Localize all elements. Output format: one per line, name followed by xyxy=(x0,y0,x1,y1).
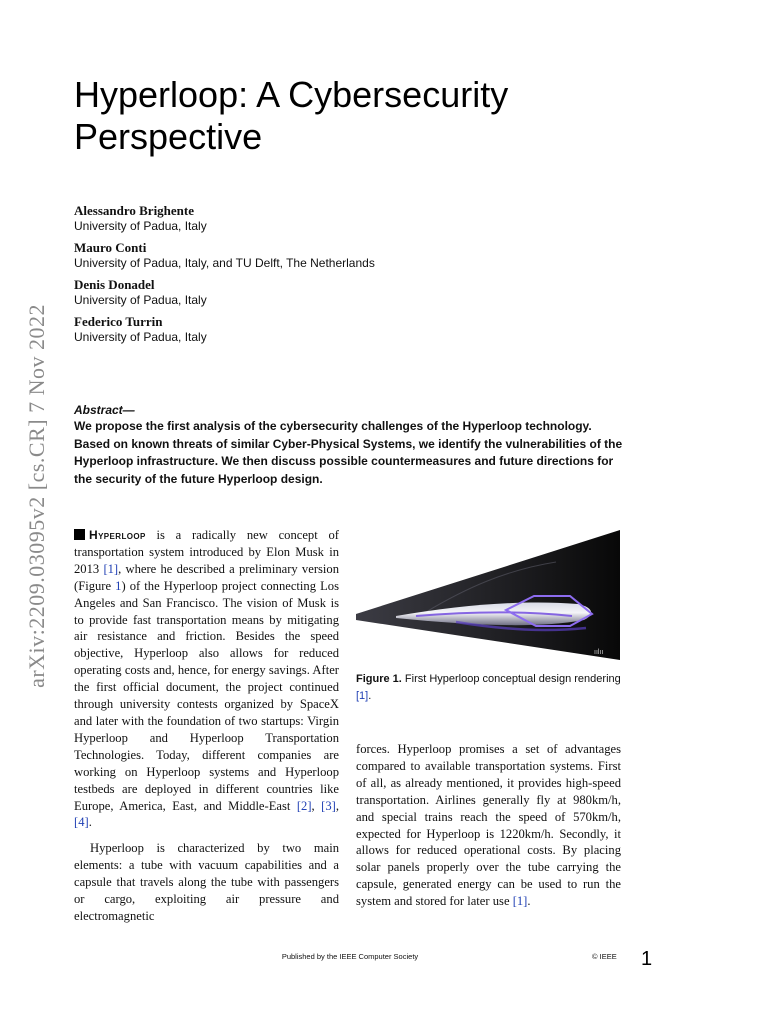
lead-word: Hyperloop xyxy=(89,528,146,542)
hyperloop-rendering-image xyxy=(356,530,620,660)
author-list xyxy=(74,203,674,351)
figure-link[interactable]: 1 xyxy=(115,578,122,593)
footer-copyright: © IEEE xyxy=(592,952,617,961)
figure-label: Figure 1. xyxy=(356,673,402,685)
footer-publisher: Published by the IEEE Computer Society xyxy=(281,952,419,961)
body-column-left xyxy=(74,527,339,925)
author-entry xyxy=(74,240,674,271)
author-entry xyxy=(74,277,674,308)
citation-link[interactable]: [1] xyxy=(356,689,369,702)
text-run: . xyxy=(368,689,372,702)
author-affiliation: University of Padua, Italy xyxy=(74,293,207,307)
svg-text:ıılıı: ıılıı xyxy=(594,649,604,656)
abstract-heading: Abstract— xyxy=(74,403,135,417)
text-run: . xyxy=(527,894,531,909)
citation-link[interactable]: [3] xyxy=(321,798,336,813)
text-run: , xyxy=(335,798,339,813)
author-affiliation: University of Padua, Italy, and TU Delft, The Netherlands xyxy=(74,256,375,270)
body-paragraph: Hyperloop is characterized by two main elements: a tube with vacuum capabilities and a capsule that travels along the tube with passengers or cargo, exploiting air pressure and electromagnetic xyxy=(74,841,339,923)
intro-paragraph xyxy=(74,527,339,831)
author-affiliation: University of Padua, Italy xyxy=(74,330,207,344)
figure-caption xyxy=(356,671,622,704)
citation-link[interactable]: [1] xyxy=(103,561,119,576)
author-name: Federico Turrin xyxy=(74,314,163,329)
text-run: , where he described a preliminary version (Figure xyxy=(74,561,340,593)
author-name: Alessandro Brighente xyxy=(74,203,195,218)
arxiv-sidebar xyxy=(22,272,52,720)
section-marker-square xyxy=(74,529,85,540)
page-number: 1 xyxy=(641,948,653,970)
author-entry xyxy=(74,203,674,234)
citation-link[interactable]: [4] xyxy=(74,815,89,830)
body-paragraph xyxy=(356,741,621,910)
abstract-text: We propose the first analysis of the cybersecurity challenges of the Hyperloop technology. Based on known threats of similar Cyber-Physical Systems, we identify the vulnerabilities of the Hyperloop infrastructure. We then discuss possible countermeasures and future directions for the security of the future Hyperloop design. xyxy=(74,419,623,486)
text-run: is a radically new concept of transportation system introduced by Elon Musk in 2013 xyxy=(74,528,339,576)
text-run: . xyxy=(88,815,92,830)
paper-title: Hyperloop: A Cybersecurity Perspective xyxy=(74,74,509,157)
citation-link[interactable]: [2] xyxy=(296,798,312,813)
author-entry xyxy=(74,314,674,345)
text-run: , xyxy=(311,798,322,813)
text-run: ) of the Hyperloop project connecting Los Angeles and San Francisco. The vision of Musk is to provide fast transportation means by mitigating air resistance and friction. Besides the speed objective, Hyperloop also allows for reduced operating costs and, hence, for energy savings. After the first official document, the project continued through university contests organized by SpaceX and later with the foundation of two startups: Virgin Hyperloop and Hyperloop Transportation Technologies. Today, different companies are working on Hyperloop systems and Hyperloop testbeds are deployed in different countries like Europe, America, East, and Middle-East xyxy=(74,578,339,813)
arxiv-id-stamp: arXiv:2209.03095v2 [cs.CR] 7 Nov 2022 xyxy=(24,304,49,688)
figure-caption-text: First Hyperloop conceptual design rendering xyxy=(401,673,621,685)
author-affiliation: University of Padua, Italy xyxy=(74,219,207,233)
abstract xyxy=(74,402,626,488)
body-column-right xyxy=(356,741,621,910)
author-name: Mauro Conti xyxy=(74,240,147,255)
citation-link[interactable]: [1] xyxy=(512,894,528,909)
text-run: forces. Hyperloop promises a set of advantages compared to available transportation systems. First of all, as already mentioned, it provides high-speed transportation. Airlines generally fly at 980km/h, and special trains reach the speed of 570km/h, expected for Hyperloop is 1220km/h. Secondly, it allows for reduced operational costs. By placing solar panels properly over the tube carrying the capsule, generated energy can be used to run the system and stored for later use xyxy=(356,742,621,909)
author-name: Denis Donadel xyxy=(74,277,155,292)
